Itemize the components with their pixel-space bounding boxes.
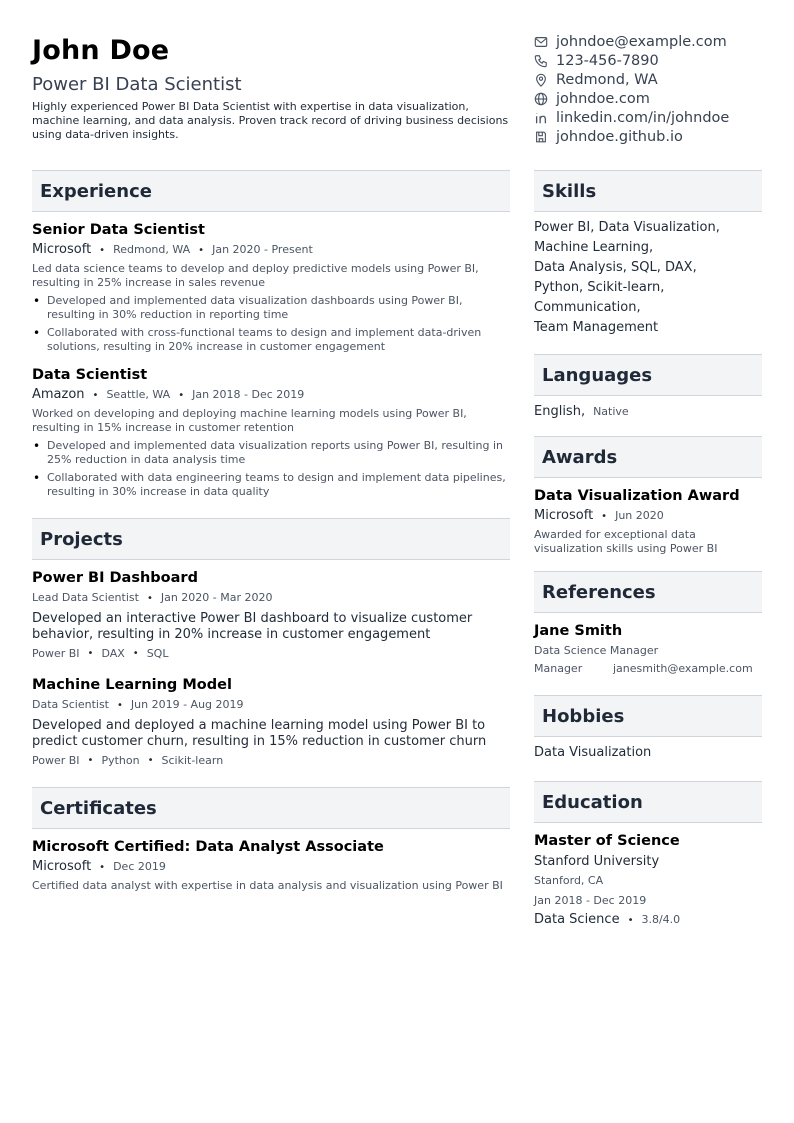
candidate-name: John Doe <box>32 35 170 66</box>
contact-location <box>534 70 784 89</box>
education-area: Data Science <box>534 912 620 927</box>
hobbies-heading: Hobbies <box>534 695 762 737</box>
experience-location: Redmond, WA <box>113 243 191 256</box>
project-dates: Jan 2020 - Mar 2020 <box>160 591 273 604</box>
keyword: Scikit-learn <box>161 754 224 767</box>
experience-company: Amazon <box>32 387 85 402</box>
project-title: Power BI Dashboard <box>32 570 198 586</box>
location-pin-icon <box>534 73 548 87</box>
project-description: Developed an interactive Power BI dashboard to visualize customer behavior, resulting in 20% increase in customer engagement <box>32 611 473 642</box>
contact-email[interactable] <box>534 32 784 51</box>
experience-highlights <box>32 294 510 354</box>
experience-summary: Led data science teams to develop and deploy predictive models using Power BI, resulting in 25% increase in sales revenue <box>32 262 479 289</box>
highlight-item: • Developed and implemented data visualization dashboards using Power BI, resulting in 30% reduction in reporting time <box>32 294 510 322</box>
separator-dot: • <box>87 755 94 766</box>
highlight-item: • Developed and implemented data visualization reports using Power BI, resulting in 25% reduction in data analysis time <box>32 439 510 467</box>
project-item <box>32 676 510 768</box>
education-score: 3.8/4.0 <box>641 913 681 926</box>
keyword: Power BI <box>32 754 80 767</box>
skills-list <box>534 218 762 338</box>
separator-dot: • <box>132 648 139 659</box>
award-summary: Awarded for exceptional data visualization skills using Power BI <box>534 528 718 555</box>
contact-website[interactable] <box>534 89 784 108</box>
contact-linkedin[interactable] <box>534 108 784 127</box>
skill-line: Python, Scikit-learn, <box>534 280 665 295</box>
project-description: Developed and deployed a machine learning model using Power BI to predict customer churn, resulting in 15% reduction in customer churn <box>32 718 487 749</box>
contact-location-text: Redmond, WA <box>556 71 658 88</box>
project-role: Lead Data Scientist <box>32 591 139 604</box>
highlight-item: • Collaborated with data engineering teams to design and implement data pipelines, resulting in 30% increase in data quality <box>32 471 510 499</box>
linkedin-icon <box>534 111 548 125</box>
award-item <box>534 487 762 556</box>
keyword: Python <box>101 754 140 767</box>
main-column <box>32 170 510 893</box>
experience-title: Senior Data Scientist <box>32 222 205 238</box>
language-level: Native <box>593 405 629 418</box>
education-heading: Education <box>534 781 762 823</box>
project-item <box>32 569 510 661</box>
skill-line: Data Analysis, SQL, DAX, <box>534 260 697 275</box>
contact-linkedin-text: linkedin.com/in/johndoe <box>556 109 730 126</box>
education-degree: Master of Science <box>534 833 680 849</box>
separator-dot: • <box>99 862 106 873</box>
education-result <box>534 912 762 929</box>
certificate-date: Dec 2019 <box>113 860 166 873</box>
skill-line: Communication, <box>534 300 641 315</box>
awards-heading: Awards <box>534 436 762 478</box>
education-dates: Jan 2018 - Dec 2019 <box>534 894 647 907</box>
experience-dates: Jan 2018 - Dec 2019 <box>192 388 305 401</box>
education-location: Stanford, CA <box>534 874 604 887</box>
reference-contact <box>534 660 762 678</box>
experience-summary: Worked on developing and deploying machine learning models using Power BI, resulting in 15% increase in customer retention <box>32 407 467 434</box>
resume-header <box>32 34 512 142</box>
projects-heading: Projects <box>32 518 510 560</box>
skills-heading: Skills <box>534 170 762 212</box>
reference-label: Manager <box>534 662 583 675</box>
separator-dot: • <box>146 593 153 604</box>
separator-dot: • <box>99 245 106 256</box>
reference-name: Jane Smith <box>534 623 623 639</box>
award-date: Jun 2020 <box>615 509 664 522</box>
experience-dates: Jan 2020 - Present <box>212 243 313 256</box>
contact-phone-text: 123-456-7890 <box>556 52 659 69</box>
education-item <box>534 832 762 929</box>
languages-heading: Languages <box>534 354 762 396</box>
project-meta <box>32 590 510 607</box>
separator-dot: • <box>117 700 123 711</box>
separator-dot: • <box>147 755 154 766</box>
github-icon <box>534 130 548 144</box>
keyword: Power BI <box>32 647 80 660</box>
award-meta <box>534 508 762 525</box>
reference-position: Data Science Manager <box>534 644 659 657</box>
keyword: SQL <box>146 647 169 660</box>
keyword: DAX <box>101 647 125 660</box>
separator-dot: • <box>601 511 608 522</box>
hobby-item: Data Visualization <box>534 745 652 760</box>
experience-company: Microsoft <box>32 242 92 257</box>
experience-meta <box>32 242 510 259</box>
experience-highlights <box>32 439 510 499</box>
reference-item <box>534 622 762 678</box>
language-item <box>534 404 762 419</box>
references-heading: References <box>534 571 762 613</box>
highlight-item: • Collaborated with cross-functional teams to design and implement data-driven solutions, resulting in 20% increase in customer engagement <box>32 326 510 354</box>
experience-heading: Experience <box>32 170 510 212</box>
language-name: English, <box>534 404 586 419</box>
project-keywords <box>32 754 510 768</box>
project-keywords <box>32 647 510 661</box>
skill-line: Power BI, Data Visualization, <box>534 220 720 235</box>
experience-location: Seattle, WA <box>106 388 171 401</box>
certificate-meta <box>32 859 510 876</box>
award-awarder: Microsoft <box>534 508 594 523</box>
award-title: Data Visualization Award <box>534 488 740 504</box>
candidate-headline: Power BI Data Scientist <box>32 74 242 95</box>
separator-dot: • <box>627 915 634 926</box>
globe-icon <box>534 92 548 106</box>
experience-item <box>32 221 510 354</box>
experience-title: Data Scientist <box>32 367 148 383</box>
mail-icon <box>534 35 548 49</box>
certificate-title: Microsoft Certified: Data Analyst Associate <box>32 839 384 855</box>
contact-github[interactable] <box>534 127 784 146</box>
phone-icon <box>534 54 548 68</box>
candidate-summary: Highly experienced Power BI Data Scientist with expertise in data visualization, machine learning, and data analysis. Proven track record of driving business decisions using data-driven insights. <box>32 100 509 141</box>
contact-phone[interactable] <box>534 51 784 70</box>
contact-email-text: johndoe@example.com <box>556 33 727 50</box>
certificate-summary: Certified data analyst with expertise in data analysis and visualization using Power BI <box>32 879 503 892</box>
project-role: Data Scientist <box>32 698 109 711</box>
project-dates: Jun 2019 - Aug 2019 <box>130 698 244 711</box>
project-title: Machine Learning Model <box>32 677 232 693</box>
education-institution: Stanford University <box>534 854 660 869</box>
skill-line: Machine Learning, <box>534 240 654 255</box>
certificates-heading: Certificates <box>32 787 510 829</box>
separator-dot: • <box>92 390 99 401</box>
contact-github-text: johndoe.github.io <box>556 128 683 145</box>
skill-line: Team Management <box>534 320 659 335</box>
project-meta <box>32 697 510 714</box>
reference-email[interactable]: janesmith@example.com <box>613 662 753 675</box>
separator-dot: • <box>87 648 94 659</box>
experience-meta <box>32 387 510 404</box>
contact-website-text: johndoe.com <box>556 90 650 107</box>
separator-dot: • <box>198 245 205 256</box>
certificate-issuer: Microsoft <box>32 859 92 874</box>
separator-dot: • <box>178 390 185 401</box>
certificate-item <box>32 838 510 893</box>
experience-item <box>32 366 510 499</box>
sidebar-column <box>534 170 762 929</box>
contact-list <box>534 32 784 146</box>
